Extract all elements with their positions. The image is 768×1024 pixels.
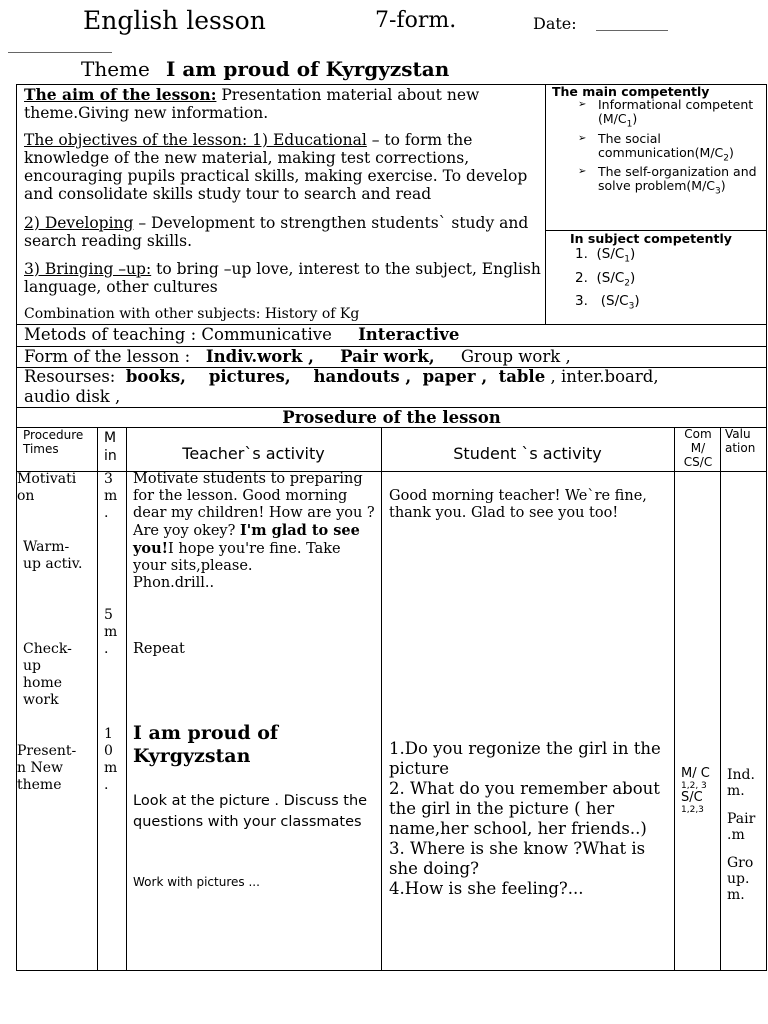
student-greeting: Good morning teacher! We`re fine, thank you. Glad to see you too! [389,488,647,521]
com-values [681,767,719,815]
teacher-phon: Phon.drill.. [133,575,215,591]
form-indiv: Indiv.work , [205,347,314,366]
main-competently-item: ➢ Informational competent $(M/C_1)$ [574,98,764,132]
com-mc: M/ C [681,766,710,781]
procedure-title: Prosedure of the lesson [282,408,501,427]
bringing-text: to bring –up love, interest to the subject, English language, other cultures [24,260,541,296]
stage-motivation: Motivati on [17,471,77,504]
student-q2: 2. What do you remember about the girl in the picture ( her name,her school, her friends..) [389,779,660,838]
col-header-valuation: Valu ation [725,427,756,455]
col-header-student: Student `s activity [453,444,602,463]
resources-line2: audio disk , [24,387,121,406]
com-sc: S/C [681,790,703,805]
date-label: Date: [533,14,577,33]
objectives-paragraph [24,131,542,203]
resources-rest: , inter.board, [545,367,659,386]
form-row [24,347,571,366]
com-sc-sub: 1,2,3 [681,805,704,815]
date-blank: _________ [596,12,668,31]
teacher-look: Look at the picture . Discuss the questions with your classmates [133,793,368,830]
minutes-5: 5 m . [104,607,118,657]
objectives-label: The objectives of the lesson: 1) Educational [24,131,367,149]
teacher-glad: I'm glad to see you! [133,522,360,557]
student-q1: 1.Do you regonize the girl in the picture [389,739,661,778]
stage-present: Present- n New theme [17,743,77,793]
methods-row [24,325,459,344]
form-group: Group work , [460,347,571,366]
student-q3: 3. Where is she know ?What is she doing? [389,839,646,878]
col-header-teacher: Teacher`s activity [182,444,325,463]
form-label-text: Form of the lesson : [24,347,191,366]
valuation-pair: Pair .m [727,811,756,843]
col-header-com: Com M/ CS/C [683,427,713,469]
resources-label: Resourses: [24,367,116,386]
bringing-paragraph [24,260,542,296]
stage-check: Check- up home work [23,641,72,708]
valuation-values [727,767,763,903]
bringing-label: 3) Bringing –up: [24,260,152,278]
student-q4: 4.How is she feeling?... [389,879,584,898]
main-competently-item: ➢ The social $communication(M/C_2)$ [574,132,764,166]
developing-label: 2) Developing [24,214,134,232]
stage-warmup: Warm- up activ. [23,539,83,572]
subject-competently-item: 2. $(S/C_2)$ [575,269,636,289]
subject-competently-item: 1. $(S/C_1)$ [575,246,636,265]
teacher-theme: I am proud of Kyrgyzstan [133,722,279,767]
subject-competently-list [575,245,640,316]
main-competently-title: The main competently [552,84,710,99]
theme-label: Theme [81,57,150,81]
subject-competently-title: In subject competently [570,231,732,246]
minutes-10: 1 0 m . [104,726,118,793]
aim-text: Presentation material about new theme.Giving new information. [24,86,480,122]
teacher-motivate: Motivate students to preparing for the lesson. Good morning dear my children! How are you ?Are yoy okey? I'm glad to see you!I hope you're fine. Take your sits,please. Phon.drill.. [133,471,377,592]
theme-title: I am proud of Kyrgyzstan [166,57,450,81]
resources-row [24,367,764,407]
valuation-group: Gro up. m. [727,855,754,903]
form-label: 7-form. [375,8,457,33]
main-competently-item: ➢ The self-organization and solve $problem(M/C_3)$ [574,165,764,199]
main-competently-list [574,98,764,199]
combination-text: Combination with other subjects: History of Kg [24,306,360,322]
developing-text: – Development to strengthen students` study and search reading skills. [24,214,529,250]
valuation-ind: Ind. m. [727,767,755,799]
student-questions [389,739,671,899]
subject-competently-item: 3. $(S/C_3)$ [575,293,640,313]
lesson-title: English lesson [83,6,266,35]
developing-paragraph [24,214,542,250]
col-header-min: M in [104,430,117,464]
form-pair: Pair work, [340,347,435,366]
methods-interactive: Interactive [358,325,460,344]
objectives-text: – to form the knowledge of the new material, making test corrections, encouraging pupils practical skills, making exercise. To develop and consolidate skills study tour to search and read [24,131,528,203]
col-header-times: Procedure Times [23,428,84,456]
com-mc-sub: 1,2, 3 [681,781,707,791]
name-blank: _____________ [8,34,112,53]
aim-label: The aim of the lesson: [24,85,217,104]
aim-paragraph [24,86,542,122]
teacher-repeat: Repeat [133,641,185,657]
resources-bold: books, pictures, handouts , paper , table [125,367,546,386]
minutes-3: 3 m . [104,471,118,521]
teacher-work: Work with pictures ... [133,875,260,889]
methods-label: Metods of teaching : Communicative [24,325,332,344]
